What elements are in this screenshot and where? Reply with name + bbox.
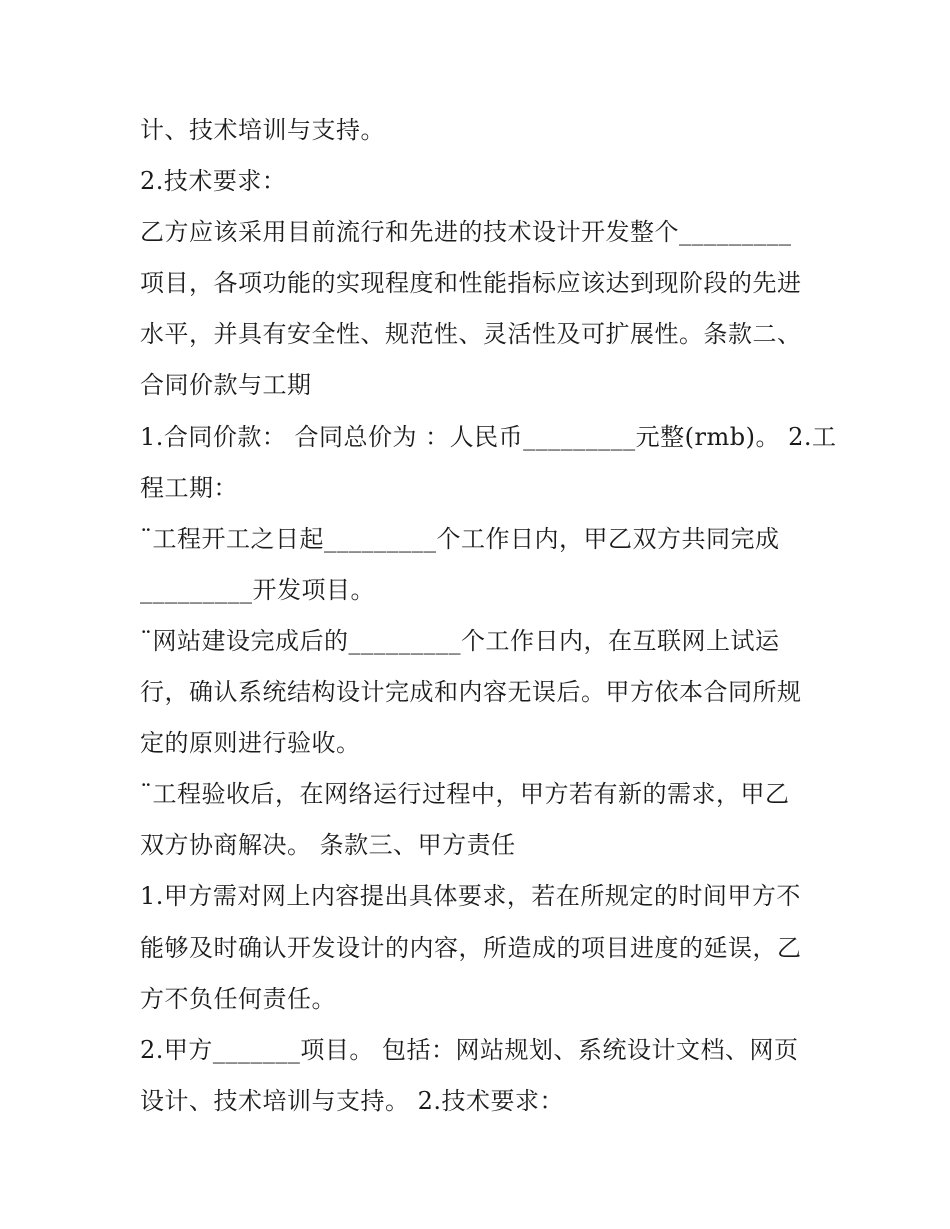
text-line: 1.合同价款： 合同总价为 ：人民币_________元整(rmb)。 2.工 [140, 422, 837, 451]
text-line: ¨网站建设完成后的_________个工作日内，在互联网上试运 [140, 626, 780, 655]
text-line: 方不负任何责任。 [140, 984, 336, 1013]
text-line: 能够及时确认开发设计的内容，所造成的项目进度的延误，乙 [140, 933, 802, 962]
document-body [140, 105, 837, 1127]
text-line: 行，确认系统结构设计完成和内容无误后。甲方依本合同所规 [140, 678, 802, 707]
text-line: 设计、技术培训与支持。 2.技术要求： [140, 1086, 565, 1115]
text-line: 双方协商解决。 条款三、甲方责任 [140, 831, 516, 860]
text-line: 1.甲方需对网上内容提出具体要求，若在所规定的时间甲方不 [140, 882, 801, 911]
text-line: 2.技术要求： [140, 167, 287, 196]
text-line: 合同价款与工期 [140, 371, 312, 400]
text-line: ¨工程开工之日起_________个工作日内，甲乙双方共同完成 [140, 524, 780, 553]
text-line: 项目，各项功能的实现程度和性能指标应该达到现阶段的先进 [140, 269, 802, 298]
text-line: ¨工程验收后，在网络运行过程中，甲方若有新的需求，甲乙 [140, 780, 790, 809]
text-line: _________开发项目。 [140, 575, 375, 604]
text-line: 计、技术培训与支持。 [140, 116, 385, 144]
text-line: 程工期： [140, 473, 238, 502]
text-line: 乙方应该采用目前流行和先进的技术设计开发整个_________ [140, 218, 792, 247]
text-line: 定的原则进行验收。 [140, 729, 361, 758]
text-line: 2.甲方_______项目。 包括：网站规划、系统设计文档、网页 [140, 1035, 799, 1064]
text-line: 水平，并具有安全性、规范性、灵活性及可扩展性。条款二、 [140, 320, 802, 349]
